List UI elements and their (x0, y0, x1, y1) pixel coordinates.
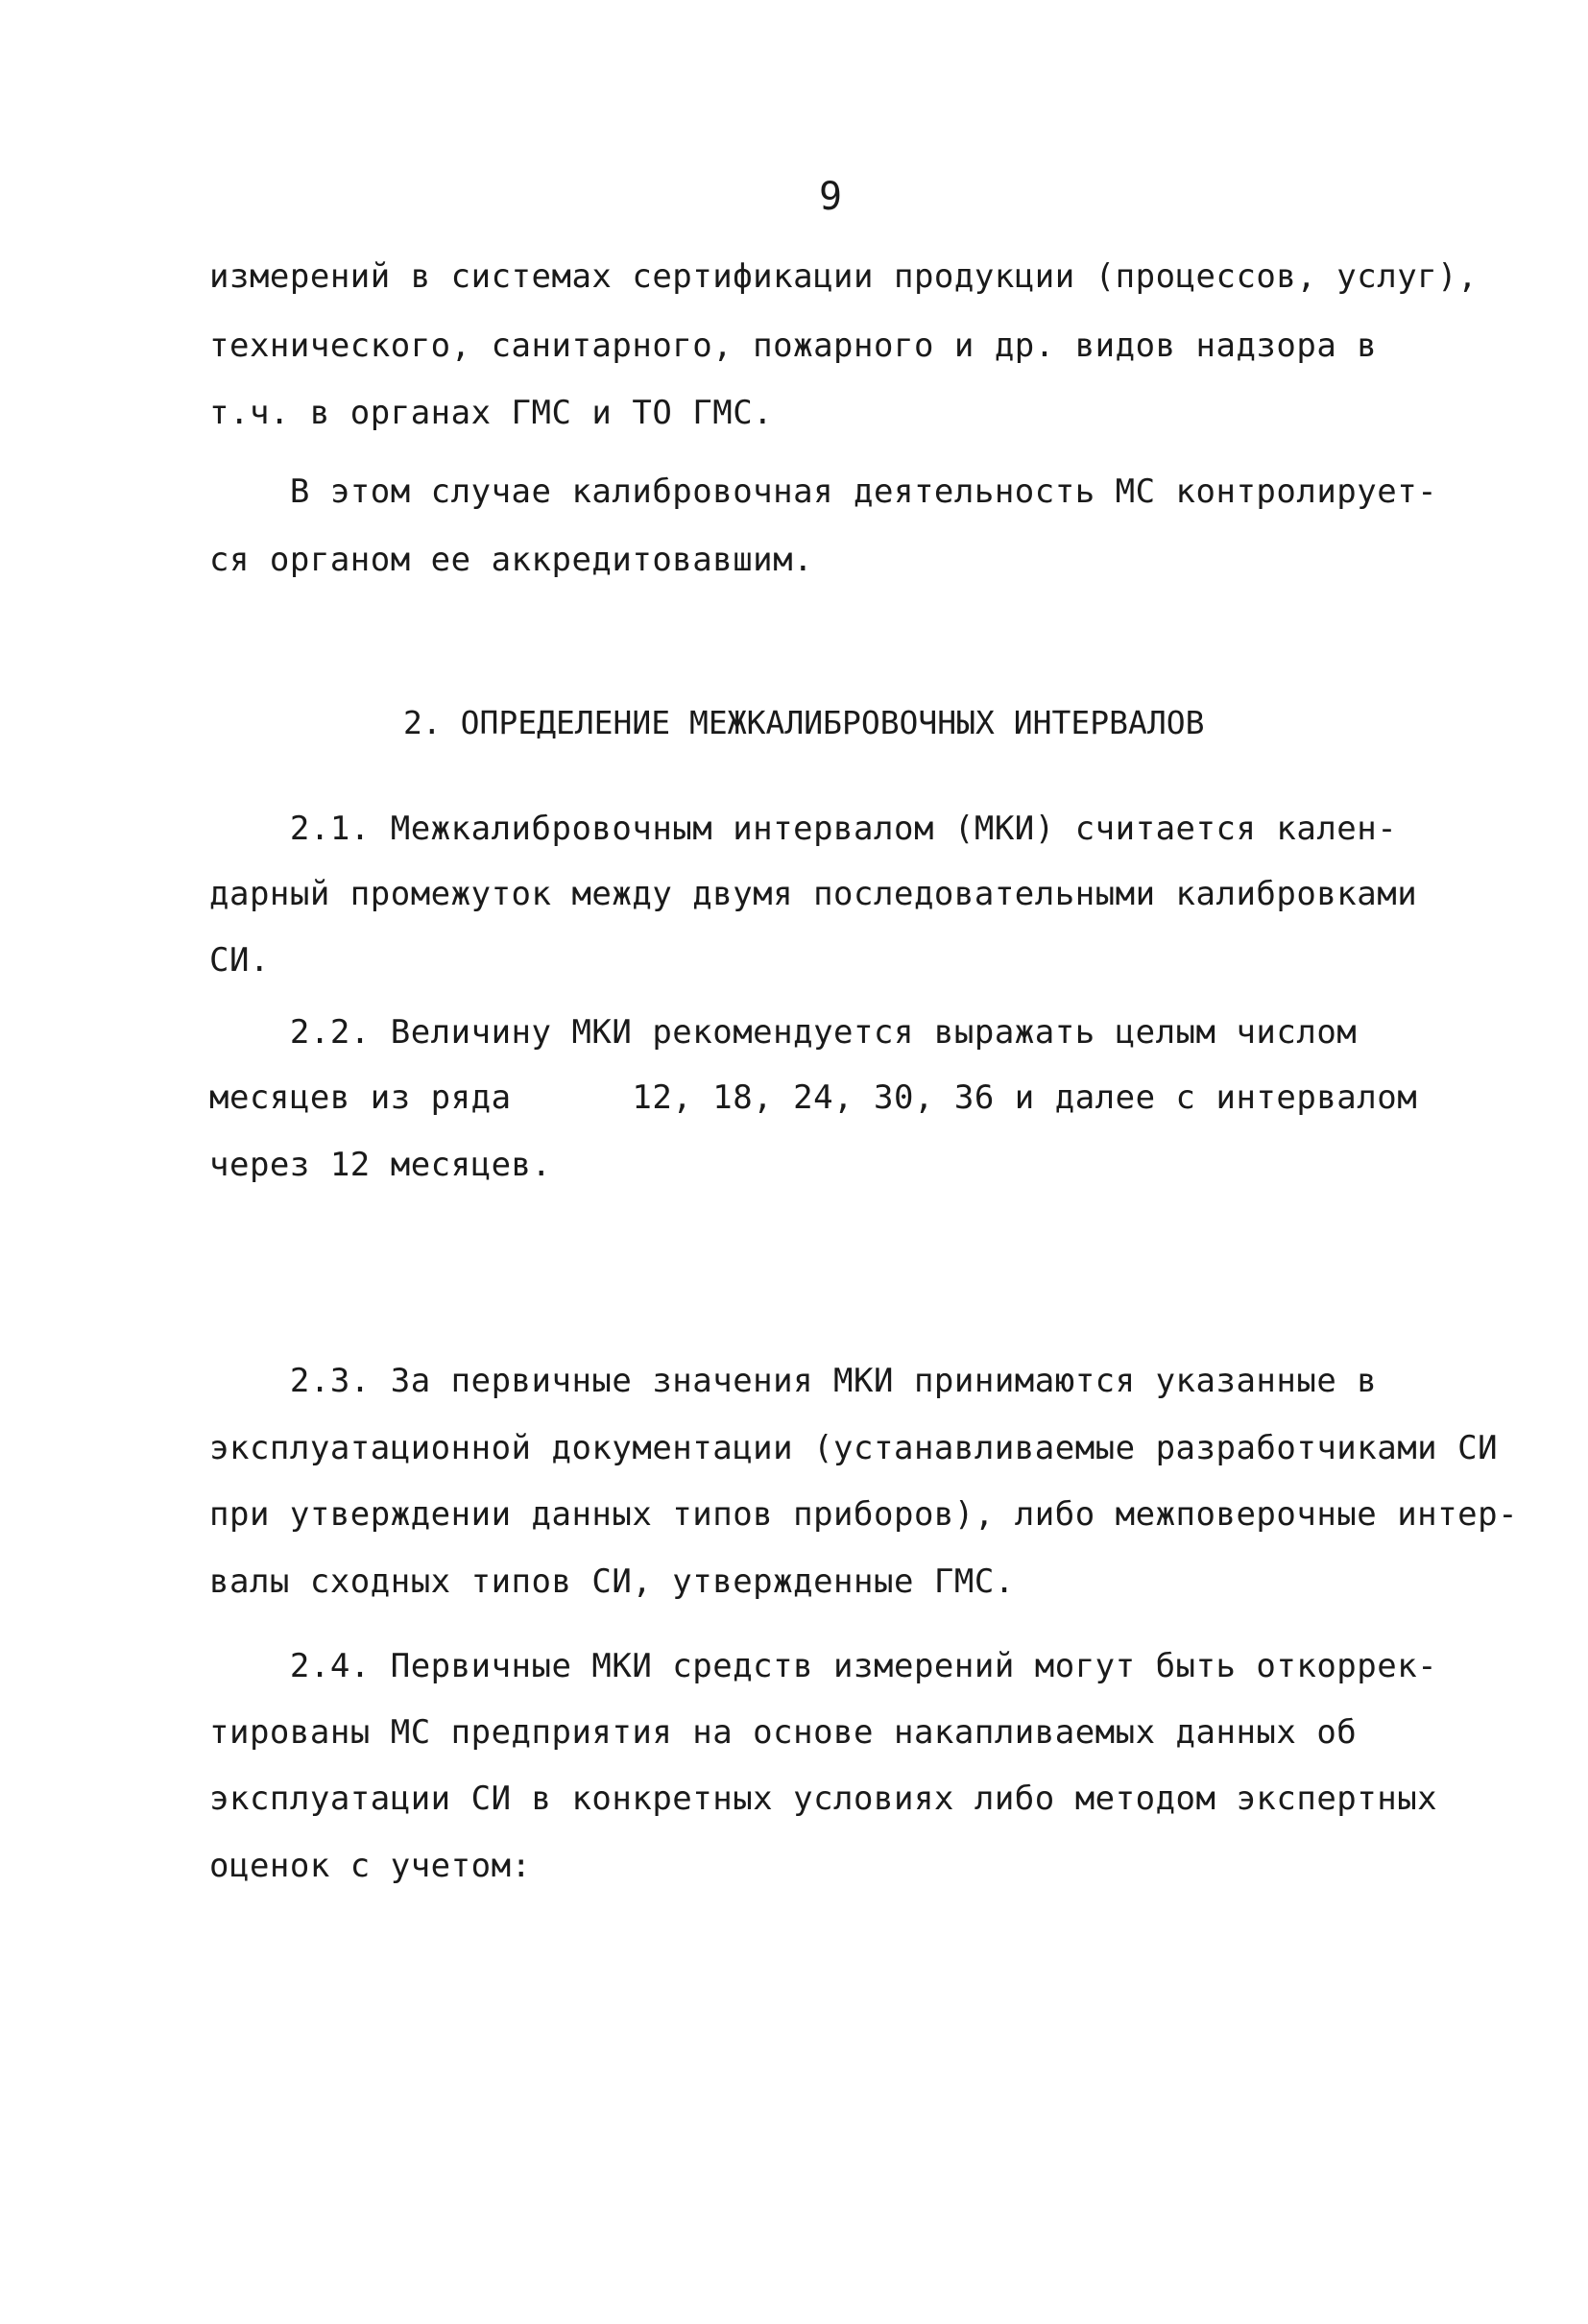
text-line: СИ. (209, 941, 270, 980)
text-line: 2.2. Величину МКИ рекомендуется выражать целым числом (209, 1013, 1358, 1052)
text-line: при утверждении данных типов приборов), либо межповерочные интер- (209, 1495, 1519, 1534)
text-line: измерений в системах сертификации продукции (процессов, услуг), (209, 257, 1479, 296)
text-line: через 12 месяцев. (209, 1146, 552, 1184)
text-line: т.ч. в органах ГМС и ТО ГМС. (209, 394, 774, 432)
section-heading: 2. ОПРЕДЕЛЕНИЕ МЕЖКАЛИБРОВОЧНЫХ ИНТЕРВАЛОВ (403, 704, 1205, 741)
text-line: тированы МС предприятия на основе накапливаемых данных об (209, 1713, 1358, 1752)
text-line: ся органом ее аккредитовавшим. (209, 541, 814, 579)
text-line: оценок с учетом: (209, 1847, 532, 1885)
text-line: эксплуатации СИ в конкретных условиях либо методом экспертных (209, 1779, 1438, 1818)
text-line: 2.3. За первичные значения МКИ принимаются указанные в (209, 1362, 1378, 1400)
text-line: 2.1. Межкалибровочным интервалом (МКИ) считается кален- (209, 810, 1398, 848)
text-line: дарный промежуток между двумя последовательными калибровками (209, 875, 1418, 913)
text-line: валы сходных типов СИ, утвержденные ГМС. (209, 1562, 1015, 1601)
text-line: 2.4. Первичные МКИ средств измерений могут быть откоррек- (209, 1647, 1438, 1685)
text-line: месяцев из ряда 12, 18, 24, 30, 36 и далее с интервалом (209, 1078, 1418, 1117)
text-line: технического, санитарного, пожарного и др. видов надзора в (209, 327, 1378, 365)
page-number: 9 (819, 175, 843, 219)
text-line: эксплуатационной документации (устанавливаемые разработчиками СИ (209, 1429, 1499, 1467)
text-line: В этом случае калибровочная деятельность МС контролирует- (209, 472, 1438, 511)
